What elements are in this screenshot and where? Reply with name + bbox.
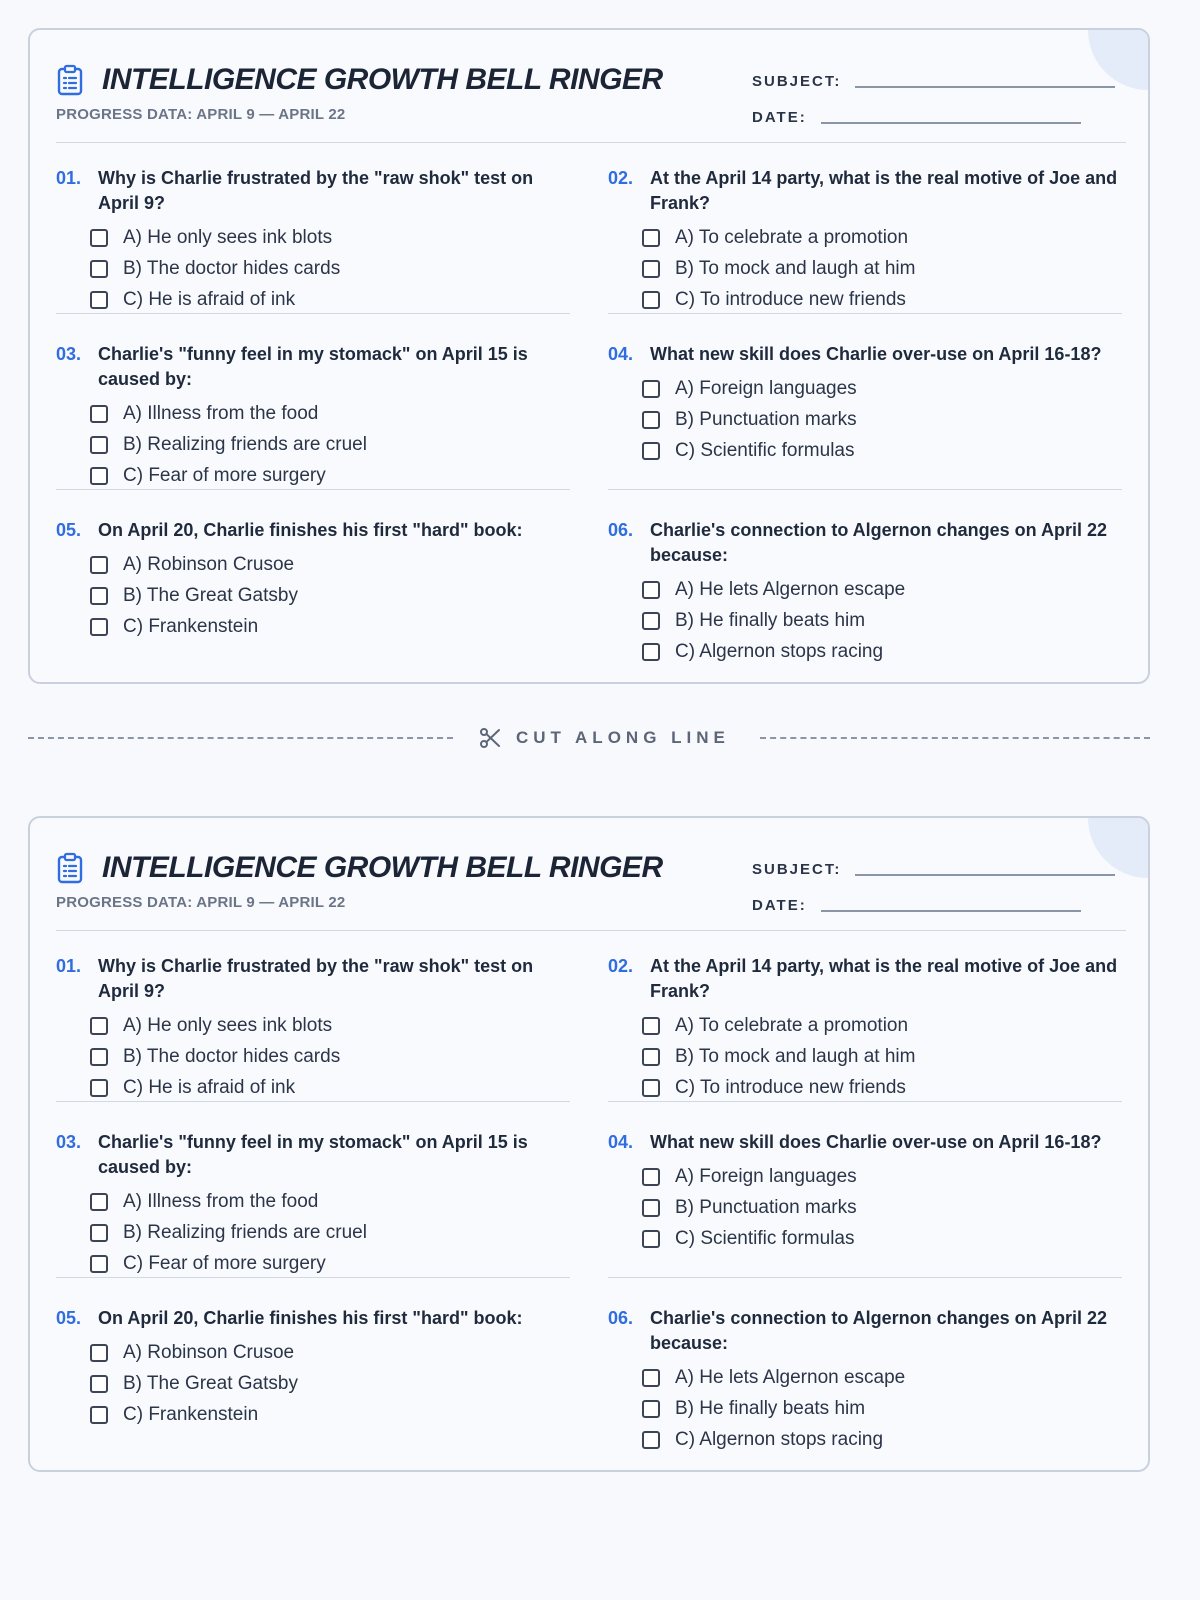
answer-option[interactable] — [608, 1192, 1122, 1223]
clipboard-list-icon — [56, 64, 84, 96]
option-label: B) He finally beats him — [675, 609, 866, 631]
answer-option[interactable] — [56, 460, 570, 491]
checkbox[interactable] — [642, 1400, 660, 1418]
question-block — [56, 932, 570, 1102]
option-label: C) Frankenstein — [123, 615, 259, 637]
checkbox[interactable] — [642, 612, 660, 630]
checkbox[interactable] — [642, 643, 660, 661]
answer-option[interactable] — [56, 253, 570, 284]
option-label: C) Frankenstein — [123, 1403, 259, 1425]
question-number: 04. — [608, 1132, 634, 1152]
checkbox[interactable] — [90, 618, 108, 636]
checkbox[interactable] — [642, 411, 660, 429]
question-text: Why is Charlie frustrated by the "raw shok" test on April 9? — [98, 168, 534, 213]
options-list — [608, 1362, 1122, 1455]
checkbox[interactable] — [90, 1193, 108, 1211]
question-text: Charlie's connection to Algernon changes on April 22 because: — [650, 520, 1108, 565]
answer-option[interactable] — [608, 605, 1122, 636]
question-block — [608, 1108, 1122, 1278]
cut-along-line-label: CUT ALONG LINE — [516, 728, 730, 747]
option-label: A) To celebrate a promotion — [675, 226, 909, 248]
option-label: B) He finally beats him — [675, 1397, 866, 1419]
answer-option[interactable] — [608, 1010, 1122, 1041]
option-label: B) Realizing friends are cruel — [123, 433, 367, 455]
question-text: On April 20, Charlie finishes his first "hard" book: — [98, 520, 523, 540]
checkbox[interactable] — [90, 1255, 108, 1273]
answer-option[interactable] — [608, 1041, 1122, 1072]
options-list — [608, 222, 1122, 315]
checkbox[interactable] — [90, 1224, 108, 1242]
answer-option[interactable] — [56, 1399, 570, 1430]
option-label: C) To introduce new friends — [675, 1076, 906, 1098]
question-header — [608, 496, 1122, 568]
checkbox[interactable] — [90, 1079, 108, 1097]
option-label: A) Foreign languages — [675, 377, 857, 399]
answer-option[interactable] — [56, 1041, 570, 1072]
answer-option[interactable] — [608, 574, 1122, 605]
checkbox[interactable] — [642, 1230, 660, 1248]
subject-label: SUBJECT: — [752, 861, 842, 878]
date-field[interactable] — [752, 102, 1081, 126]
option-label: A) Robinson Crusoe — [123, 553, 295, 575]
question-text: What new skill does Charlie over-use on April 16-18? — [650, 1132, 1102, 1152]
answer-option[interactable] — [608, 1161, 1122, 1192]
date-blank-line[interactable] — [821, 122, 1081, 124]
checkbox[interactable] — [642, 1079, 660, 1097]
question-header — [608, 1284, 1122, 1356]
answer-option[interactable] — [56, 1248, 570, 1279]
options-list — [608, 373, 1122, 466]
option-label: C) He is afraid of ink — [123, 288, 296, 310]
date-label: DATE: — [752, 109, 807, 126]
checkbox[interactable] — [642, 1369, 660, 1387]
checkbox[interactable] — [642, 291, 660, 309]
question-text: Charlie's "funny feel in my stomack" on April 15 is caused by: — [98, 344, 528, 389]
checkbox[interactable] — [642, 442, 660, 460]
options-list — [56, 1010, 570, 1103]
answer-option[interactable] — [56, 580, 570, 611]
option-label: B) To mock and laugh at him — [675, 257, 916, 279]
date-blank-line[interactable] — [821, 910, 1081, 912]
answer-option[interactable] — [608, 1223, 1122, 1254]
question-header — [608, 1108, 1122, 1155]
question-header — [56, 932, 570, 1004]
date-label: DATE: — [752, 897, 807, 914]
option-label: B) Punctuation marks — [675, 1196, 857, 1218]
option-label: B) The Great Gatsby — [123, 584, 298, 606]
option-label: C) Algernon stops racing — [675, 1428, 884, 1450]
checkbox[interactable] — [90, 1017, 108, 1035]
subject-field[interactable] — [752, 854, 1115, 878]
checkbox[interactable] — [642, 1431, 660, 1449]
answer-option[interactable] — [56, 1368, 570, 1399]
answer-option[interactable] — [608, 222, 1122, 253]
option-label: A) He lets Algernon escape — [675, 1366, 906, 1388]
options-list — [56, 549, 570, 642]
question-header — [608, 144, 1122, 216]
subject-blank-line[interactable] — [855, 874, 1115, 876]
option-label: A) To celebrate a promotion — [675, 1014, 909, 1036]
answer-option[interactable] — [56, 1186, 570, 1217]
question-number: 04. — [608, 344, 634, 364]
question-header — [56, 1108, 570, 1180]
answer-option[interactable] — [56, 222, 570, 253]
bell-ringer-card — [28, 28, 1150, 684]
question-text: Charlie's connection to Algernon changes on April 22 because: — [650, 1308, 1108, 1353]
question-number: 03. — [56, 344, 82, 364]
checkbox[interactable] — [642, 1168, 660, 1186]
title-row — [56, 60, 663, 100]
checkbox[interactable] — [642, 260, 660, 278]
question-block — [608, 932, 1122, 1102]
question-number: 03. — [56, 1132, 82, 1152]
checkbox[interactable] — [90, 556, 108, 574]
question-number: 05. — [56, 1308, 82, 1328]
question-header — [56, 496, 570, 543]
question-text: What new skill does Charlie over-use on April 16-18? — [650, 344, 1102, 364]
option-label: B) To mock and laugh at him — [675, 1045, 916, 1067]
answer-option[interactable] — [56, 1072, 570, 1103]
answer-option[interactable] — [608, 1393, 1122, 1424]
scissors-icon — [478, 726, 502, 750]
question-block — [608, 496, 1122, 666]
question-block — [608, 1284, 1122, 1454]
answer-option[interactable] — [608, 636, 1122, 667]
subject-field[interactable] — [752, 66, 1115, 90]
progress-data-subtitle: PROGRESS DATA: APRIL 9 — APRIL 22 — [56, 894, 346, 911]
cut-along-line-divider — [0, 718, 1200, 758]
option-label: B) The doctor hides cards — [123, 257, 341, 279]
question-text: At the April 14 party, what is the real motive of Joe and Frank? — [650, 168, 1118, 213]
dashed-line-left — [28, 737, 453, 739]
question-header — [56, 320, 570, 392]
question-text: At the April 14 party, what is the real motive of Joe and Frank? — [650, 956, 1118, 1001]
options-list — [56, 222, 570, 315]
option-label: C) Algernon stops racing — [675, 640, 884, 662]
answer-option[interactable] — [608, 284, 1122, 315]
answer-option[interactable] — [56, 1217, 570, 1248]
option-label: B) Punctuation marks — [675, 408, 857, 430]
question-number: 01. — [56, 168, 82, 188]
checkbox[interactable] — [90, 1375, 108, 1393]
option-label: B) Realizing friends are cruel — [123, 1221, 367, 1243]
question-number: 06. — [608, 1308, 634, 1328]
checkbox[interactable] — [90, 436, 108, 454]
question-block — [56, 496, 570, 666]
question-number: 05. — [56, 520, 82, 540]
option-label: C) Fear of more surgery — [123, 464, 326, 486]
answer-option[interactable] — [56, 611, 570, 642]
checkbox[interactable] — [90, 405, 108, 423]
card-header — [56, 818, 1126, 931]
option-label: C) He is afraid of ink — [123, 1076, 296, 1098]
checkbox[interactable] — [642, 1199, 660, 1217]
question-block — [608, 320, 1122, 490]
subject-blank-line[interactable] — [855, 86, 1115, 88]
question-number: 01. — [56, 956, 82, 976]
answer-option[interactable] — [608, 1362, 1122, 1393]
options-list — [56, 1337, 570, 1430]
option-label: A) He lets Algernon escape — [675, 578, 906, 600]
question-number: 06. — [608, 520, 634, 540]
option-label: A) Robinson Crusoe — [123, 1341, 295, 1363]
answer-option[interactable] — [608, 435, 1122, 466]
options-list — [56, 398, 570, 491]
option-label: A) Foreign languages — [675, 1165, 857, 1187]
question-block — [56, 1284, 570, 1454]
subject-label: SUBJECT: — [752, 73, 842, 90]
checkbox[interactable] — [90, 1406, 108, 1424]
question-text: On April 20, Charlie finishes his first "hard" book: — [98, 1308, 523, 1328]
dashed-line-right — [760, 737, 1150, 739]
card-title: INTELLIGENCE GROWTH BELL RINGER — [102, 63, 663, 96]
option-label: C) Scientific formulas — [675, 1227, 855, 1249]
answer-option[interactable] — [608, 1424, 1122, 1455]
option-label: C) Scientific formulas — [675, 439, 855, 461]
option-label: A) Illness from the food — [123, 402, 319, 424]
option-label: B) The doctor hides cards — [123, 1045, 341, 1067]
question-number: 02. — [608, 956, 634, 976]
cut-label-group — [478, 724, 730, 752]
options-list — [56, 1186, 570, 1279]
options-list — [608, 1161, 1122, 1254]
option-label: A) He only sees ink blots — [123, 226, 333, 248]
checkbox[interactable] — [90, 587, 108, 605]
question-number: 02. — [608, 168, 634, 188]
option-label: A) Illness from the food — [123, 1190, 319, 1212]
option-label: C) Fear of more surgery — [123, 1252, 326, 1274]
date-field[interactable] — [752, 890, 1081, 914]
bell-ringer-card — [28, 816, 1150, 1472]
answer-option[interactable] — [56, 429, 570, 460]
card-header — [56, 30, 1126, 143]
checkbox[interactable] — [90, 1048, 108, 1066]
checkbox[interactable] — [90, 291, 108, 309]
checkbox[interactable] — [642, 229, 660, 247]
checkbox[interactable] — [90, 229, 108, 247]
question-block — [56, 320, 570, 490]
clipboard-list-icon — [56, 852, 84, 884]
checkbox[interactable] — [642, 1048, 660, 1066]
question-header — [608, 320, 1122, 367]
card-title: INTELLIGENCE GROWTH BELL RINGER — [102, 851, 663, 884]
checkbox[interactable] — [90, 467, 108, 485]
question-text: Charlie's "funny feel in my stomack" on April 15 is caused by: — [98, 1132, 528, 1177]
answer-option[interactable] — [608, 253, 1122, 284]
question-header — [56, 1284, 570, 1331]
answer-option[interactable] — [56, 1010, 570, 1041]
answer-option[interactable] — [608, 373, 1122, 404]
answer-option[interactable] — [608, 1072, 1122, 1103]
checkbox[interactable] — [90, 1344, 108, 1362]
answer-option[interactable] — [608, 404, 1122, 435]
checkbox[interactable] — [642, 581, 660, 599]
option-label: A) He only sees ink blots — [123, 1014, 333, 1036]
checkbox[interactable] — [90, 260, 108, 278]
question-block — [608, 144, 1122, 314]
question-text: Why is Charlie frustrated by the "raw shok" test on April 9? — [98, 956, 534, 1001]
options-list — [608, 574, 1122, 667]
question-block — [56, 144, 570, 314]
checkbox[interactable] — [642, 1017, 660, 1035]
question-block — [56, 1108, 570, 1278]
answer-option[interactable] — [56, 398, 570, 429]
progress-data-subtitle: PROGRESS DATA: APRIL 9 — APRIL 22 — [56, 106, 346, 123]
question-header — [608, 932, 1122, 1004]
answer-option[interactable] — [56, 1337, 570, 1368]
option-label: C) To introduce new friends — [675, 288, 906, 310]
options-list — [608, 1010, 1122, 1103]
title-row — [56, 848, 663, 888]
checkbox[interactable] — [642, 380, 660, 398]
answer-option[interactable] — [56, 549, 570, 580]
answer-option[interactable] — [56, 284, 570, 315]
question-header — [56, 144, 570, 216]
option-label: B) The Great Gatsby — [123, 1372, 298, 1394]
